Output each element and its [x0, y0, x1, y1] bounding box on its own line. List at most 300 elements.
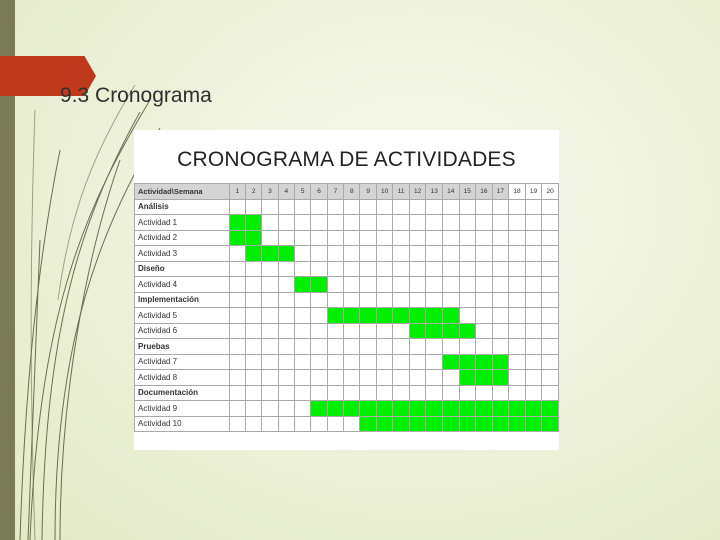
schedule-cell — [229, 199, 245, 215]
schedule-cell — [393, 277, 410, 293]
schedule-cell — [459, 308, 476, 324]
schedule-cell — [327, 416, 343, 432]
schedule-cell-active — [459, 370, 476, 386]
schedule-cell — [459, 277, 476, 293]
schedule-cell-active — [327, 401, 343, 417]
schedule-cell — [344, 323, 360, 339]
schedule-cell-active — [492, 370, 509, 386]
schedule-cell — [509, 339, 526, 355]
phase-label: Pruebas — [135, 339, 230, 355]
schedule-cell — [360, 199, 376, 215]
schedule-cell — [426, 230, 443, 246]
chart-title: CRONOGRAMA DE ACTIVIDADES — [177, 148, 516, 171]
schedule-cell — [525, 370, 542, 386]
schedule-cell — [542, 354, 559, 370]
schedule-cell-active — [459, 401, 476, 417]
schedule-cell — [525, 339, 542, 355]
schedule-cell — [245, 261, 261, 277]
schedule-cell — [360, 323, 376, 339]
activity-row — [135, 246, 559, 262]
schedule-cell-active — [442, 323, 459, 339]
schedule-cell-active — [492, 416, 509, 432]
schedule-cell — [409, 385, 426, 401]
phase-row — [135, 261, 559, 277]
schedule-cell — [426, 261, 443, 277]
schedule-cell-active — [360, 401, 376, 417]
schedule-cell — [409, 261, 426, 277]
schedule-cell — [229, 277, 245, 293]
schedule-panel — [134, 130, 559, 450]
schedule-cell — [509, 246, 526, 262]
schedule-cell — [245, 339, 261, 355]
schedule-cell — [492, 339, 509, 355]
schedule-cell — [344, 277, 360, 293]
schedule-cell — [459, 230, 476, 246]
schedule-cell — [509, 215, 526, 231]
activity-row — [135, 323, 559, 339]
schedule-cell — [492, 308, 509, 324]
schedule-cell — [229, 323, 245, 339]
schedule-cell — [295, 323, 311, 339]
schedule-cell — [509, 261, 526, 277]
activity-label: Actividad 9 — [135, 401, 230, 417]
phase-row — [135, 385, 559, 401]
schedule-cell — [360, 215, 376, 231]
schedule-cell — [262, 370, 278, 386]
schedule-cell — [426, 246, 443, 262]
schedule-cell — [542, 370, 559, 386]
schedule-cell — [376, 370, 393, 386]
schedule-cell — [476, 199, 493, 215]
schedule-cell-active — [459, 323, 476, 339]
schedule-cell — [376, 277, 393, 293]
schedule-cell — [360, 339, 376, 355]
schedule-cell — [327, 230, 343, 246]
schedule-cell — [295, 416, 311, 432]
schedule-cell-active — [344, 308, 360, 324]
schedule-cell-active — [442, 354, 459, 370]
schedule-cell — [492, 199, 509, 215]
schedule-cell — [459, 215, 476, 231]
schedule-cell-active — [393, 401, 410, 417]
schedule-cell — [262, 339, 278, 355]
schedule-cell — [344, 261, 360, 277]
schedule-cell — [327, 370, 343, 386]
schedule-cell — [492, 246, 509, 262]
schedule-cell — [409, 277, 426, 293]
schedule-cell — [278, 261, 294, 277]
schedule-cell-active — [476, 416, 493, 432]
schedule-cell-active — [542, 401, 559, 417]
schedule-cell — [476, 339, 493, 355]
schedule-cell — [442, 230, 459, 246]
schedule-cell-active — [393, 416, 410, 432]
schedule-cell — [311, 261, 327, 277]
activity-label: Actividad 1 — [135, 215, 230, 231]
schedule-cell — [409, 292, 426, 308]
schedule-cell — [492, 261, 509, 277]
schedule-cell — [476, 277, 493, 293]
schedule-cell — [542, 215, 559, 231]
schedule-cell — [295, 261, 311, 277]
schedule-cell-active — [476, 354, 493, 370]
schedule-cell — [311, 370, 327, 386]
activity-label: Actividad 7 — [135, 354, 230, 370]
schedule-cell — [262, 401, 278, 417]
schedule-cell — [311, 199, 327, 215]
schedule-cell — [426, 339, 443, 355]
schedule-cell — [327, 277, 343, 293]
schedule-cell — [344, 292, 360, 308]
schedule-cell-active — [509, 401, 526, 417]
schedule-cell-active — [409, 401, 426, 417]
schedule-cell — [492, 277, 509, 293]
schedule-cell — [360, 261, 376, 277]
schedule-cell — [409, 339, 426, 355]
week-header: 1 — [229, 184, 245, 200]
schedule-cell-active — [426, 323, 443, 339]
schedule-cell — [525, 230, 542, 246]
phase-label: Implementación — [135, 292, 230, 308]
schedule-cell — [476, 308, 493, 324]
schedule-cell — [311, 215, 327, 231]
week-header: 8 — [344, 184, 360, 200]
week-header: 5 — [295, 184, 311, 200]
schedule-cell — [229, 292, 245, 308]
schedule-cell — [295, 339, 311, 355]
schedule-cell — [295, 230, 311, 246]
week-header: 10 — [376, 184, 393, 200]
schedule-cell — [327, 215, 343, 231]
schedule-cell-active — [509, 416, 526, 432]
activity-row — [135, 416, 559, 432]
schedule-cell — [542, 385, 559, 401]
week-header: 13 — [426, 184, 443, 200]
schedule-cell — [327, 199, 343, 215]
activity-label: Actividad 5 — [135, 308, 230, 324]
schedule-cell — [278, 199, 294, 215]
header-label: Actividad\Semana — [135, 184, 230, 200]
activity-label: Actividad 3 — [135, 246, 230, 262]
schedule-cell — [393, 230, 410, 246]
activity-row — [135, 230, 559, 246]
schedule-cell — [509, 323, 526, 339]
schedule-cell — [476, 230, 493, 246]
schedule-cell — [542, 230, 559, 246]
week-header: 15 — [459, 184, 476, 200]
schedule-cell-active — [360, 308, 376, 324]
schedule-cell — [360, 246, 376, 262]
schedule-cell — [376, 261, 393, 277]
table-header-row — [135, 184, 559, 200]
schedule-cell-active — [245, 230, 261, 246]
schedule-cell — [344, 199, 360, 215]
schedule-cell — [442, 246, 459, 262]
week-header: 3 — [262, 184, 278, 200]
schedule-cell — [525, 385, 542, 401]
schedule-cell-active — [360, 416, 376, 432]
schedule-cell — [262, 199, 278, 215]
week-header: 6 — [311, 184, 327, 200]
week-header: 19 — [525, 184, 542, 200]
schedule-cell — [492, 385, 509, 401]
schedule-cell — [426, 370, 443, 386]
schedule-cell — [311, 354, 327, 370]
schedule-cell-active — [229, 230, 245, 246]
schedule-cell — [376, 354, 393, 370]
schedule-cell — [476, 215, 493, 231]
schedule-cell — [327, 323, 343, 339]
schedule-cell — [295, 215, 311, 231]
schedule-cell — [542, 292, 559, 308]
schedule-cell — [295, 246, 311, 262]
schedule-cell — [525, 292, 542, 308]
schedule-cell — [376, 230, 393, 246]
schedule-cell — [509, 370, 526, 386]
phase-row — [135, 339, 559, 355]
week-header: 4 — [278, 184, 294, 200]
schedule-cell — [459, 339, 476, 355]
schedule-cell — [409, 199, 426, 215]
schedule-cell — [278, 385, 294, 401]
schedule-cell — [509, 230, 526, 246]
week-header: 14 — [442, 184, 459, 200]
schedule-cell — [376, 292, 393, 308]
schedule-cell — [542, 339, 559, 355]
schedule-cell — [344, 385, 360, 401]
schedule-cell — [393, 215, 410, 231]
schedule-cell-active — [311, 277, 327, 293]
schedule-cell — [295, 292, 311, 308]
schedule-cell — [295, 385, 311, 401]
activity-row — [135, 370, 559, 386]
schedule-cell — [376, 385, 393, 401]
schedule-cell — [344, 246, 360, 262]
schedule-cell-active — [459, 416, 476, 432]
gantt-table — [134, 183, 559, 432]
schedule-cell — [262, 308, 278, 324]
schedule-cell — [542, 261, 559, 277]
schedule-cell — [278, 323, 294, 339]
schedule-cell — [442, 370, 459, 386]
schedule-cell — [245, 354, 261, 370]
schedule-cell — [229, 401, 245, 417]
schedule-cell — [476, 246, 493, 262]
schedule-cell — [476, 292, 493, 308]
schedule-cell — [393, 261, 410, 277]
schedule-cell — [295, 199, 311, 215]
schedule-cell-active — [278, 246, 294, 262]
schedule-cell — [376, 339, 393, 355]
schedule-cell — [442, 385, 459, 401]
schedule-cell — [327, 261, 343, 277]
schedule-cell — [311, 323, 327, 339]
activity-row — [135, 308, 559, 324]
schedule-cell — [262, 416, 278, 432]
schedule-cell — [426, 277, 443, 293]
schedule-cell — [229, 261, 245, 277]
schedule-cell — [376, 215, 393, 231]
schedule-cell — [393, 385, 410, 401]
schedule-cell-active — [442, 401, 459, 417]
schedule-cell — [459, 246, 476, 262]
schedule-cell — [442, 199, 459, 215]
activity-label: Actividad 6 — [135, 323, 230, 339]
activity-row — [135, 354, 559, 370]
schedule-cell-active — [245, 246, 261, 262]
schedule-cell — [459, 261, 476, 277]
schedule-cell — [262, 215, 278, 231]
schedule-cell — [542, 308, 559, 324]
schedule-cell-active — [409, 308, 426, 324]
week-header: 16 — [476, 184, 493, 200]
schedule-cell-active — [245, 215, 261, 231]
schedule-cell — [360, 385, 376, 401]
schedule-cell-active — [426, 308, 443, 324]
schedule-cell-active — [476, 401, 493, 417]
schedule-cell — [245, 323, 261, 339]
schedule-cell — [476, 385, 493, 401]
phase-label: Documentación — [135, 385, 230, 401]
schedule-cell — [442, 261, 459, 277]
schedule-cell — [311, 308, 327, 324]
week-header: 9 — [360, 184, 376, 200]
schedule-cell — [525, 215, 542, 231]
schedule-cell — [262, 292, 278, 308]
schedule-cell — [442, 292, 459, 308]
activity-row — [135, 277, 559, 293]
schedule-cell — [393, 199, 410, 215]
schedule-cell — [376, 246, 393, 262]
schedule-cell — [409, 246, 426, 262]
schedule-cell — [311, 416, 327, 432]
schedule-cell — [442, 339, 459, 355]
week-header: 7 — [327, 184, 343, 200]
schedule-cell — [229, 308, 245, 324]
schedule-cell — [459, 199, 476, 215]
schedule-cell-active — [327, 308, 343, 324]
schedule-cell — [376, 199, 393, 215]
schedule-cell — [542, 199, 559, 215]
schedule-cell-active — [442, 416, 459, 432]
schedule-cell — [525, 261, 542, 277]
schedule-cell — [426, 385, 443, 401]
schedule-cell — [426, 215, 443, 231]
schedule-cell — [509, 308, 526, 324]
schedule-cell — [262, 277, 278, 293]
schedule-cell-active — [376, 416, 393, 432]
schedule-cell — [360, 354, 376, 370]
schedule-cell — [542, 277, 559, 293]
schedule-cell — [311, 230, 327, 246]
schedule-cell — [442, 277, 459, 293]
schedule-cell — [278, 215, 294, 231]
schedule-cell-active — [311, 401, 327, 417]
schedule-cell — [509, 385, 526, 401]
schedule-cell — [409, 215, 426, 231]
schedule-cell-active — [409, 323, 426, 339]
schedule-cell-active — [376, 401, 393, 417]
schedule-cell — [344, 416, 360, 432]
schedule-cell — [262, 230, 278, 246]
schedule-cell — [327, 354, 343, 370]
schedule-cell-active — [426, 416, 443, 432]
schedule-cell-active — [525, 416, 542, 432]
activity-label: Actividad 10 — [135, 416, 230, 432]
schedule-cell-active — [393, 308, 410, 324]
activity-label: Actividad 8 — [135, 370, 230, 386]
schedule-cell — [229, 370, 245, 386]
schedule-cell — [278, 416, 294, 432]
schedule-cell — [476, 323, 493, 339]
week-header: 20 — [542, 184, 559, 200]
schedule-cell — [262, 385, 278, 401]
schedule-cell-active — [476, 370, 493, 386]
schedule-cell-active — [229, 215, 245, 231]
schedule-cell — [360, 277, 376, 293]
schedule-cell — [311, 246, 327, 262]
schedule-cell — [525, 323, 542, 339]
schedule-cell — [229, 246, 245, 262]
schedule-cell — [278, 370, 294, 386]
schedule-cell — [229, 385, 245, 401]
phase-label: Análisis — [135, 199, 230, 215]
schedule-cell-active — [492, 354, 509, 370]
schedule-cell — [393, 246, 410, 262]
schedule-cell — [393, 370, 410, 386]
schedule-cell — [409, 354, 426, 370]
schedule-cell — [393, 292, 410, 308]
slide-title: 9.3 Cronograma — [60, 84, 212, 107]
week-header: 11 — [393, 184, 410, 200]
schedule-cell — [360, 292, 376, 308]
schedule-cell — [278, 277, 294, 293]
schedule-cell — [426, 292, 443, 308]
schedule-cell — [525, 277, 542, 293]
schedule-cell — [311, 292, 327, 308]
schedule-cell — [525, 199, 542, 215]
schedule-cell — [509, 292, 526, 308]
activity-label: Actividad 2 — [135, 230, 230, 246]
phase-row — [135, 292, 559, 308]
schedule-cell — [327, 385, 343, 401]
schedule-cell — [245, 416, 261, 432]
schedule-cell — [509, 277, 526, 293]
schedule-cell — [360, 370, 376, 386]
schedule-cell — [344, 339, 360, 355]
schedule-cell — [278, 401, 294, 417]
schedule-cell — [262, 323, 278, 339]
schedule-cell — [360, 230, 376, 246]
schedule-cell — [376, 323, 393, 339]
schedule-cell — [245, 199, 261, 215]
schedule-cell — [327, 292, 343, 308]
schedule-cell — [344, 354, 360, 370]
schedule-cell — [393, 323, 410, 339]
schedule-cell — [229, 416, 245, 432]
schedule-cell — [344, 370, 360, 386]
schedule-cell — [492, 230, 509, 246]
schedule-cell — [426, 354, 443, 370]
schedule-cell — [426, 199, 443, 215]
activity-row — [135, 215, 559, 231]
schedule-cell — [525, 246, 542, 262]
schedule-cell — [327, 246, 343, 262]
schedule-cell — [459, 292, 476, 308]
schedule-cell-active — [459, 354, 476, 370]
schedule-cell — [278, 354, 294, 370]
schedule-cell — [278, 292, 294, 308]
